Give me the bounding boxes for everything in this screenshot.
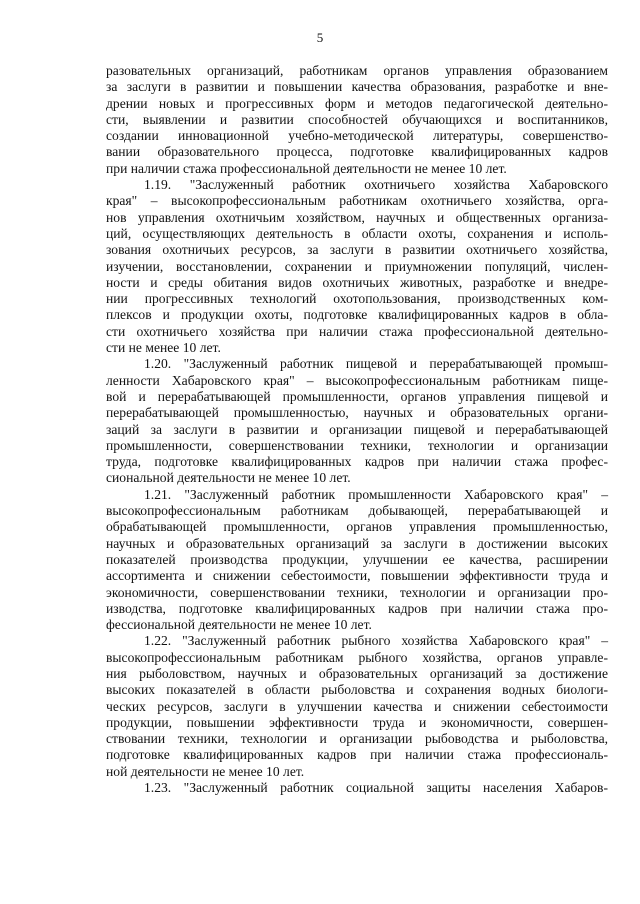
text-line: ленности Хабаровского края" – высокопрофессиональным работникам пище-: [106, 372, 608, 388]
text-line: ния рыболовством, научных и образовательных организаций за достижение: [106, 665, 608, 681]
page-number: 5: [316, 30, 324, 45]
text-line: края" – высокопрофессиональным работникам охотничьего хозяйства, орга-: [106, 193, 608, 209]
text-line: сти, выявлении и развитии способностей обучающихся и воспитанников,: [106, 111, 608, 127]
paragraph-last-line: сиональной деятельности не менее 10 лет.: [106, 470, 351, 486]
text-line: показателей производства продукции, улучшении ее качества, расширении: [106, 551, 608, 567]
text-line: за заслуги в развитии и повышении качества образования, разработке и вне-: [106, 79, 608, 95]
text-line: вой и перерабатывающей промышленности, органов управления пищевой и: [106, 388, 608, 404]
text-line: ций, осуществляющих деятельность в области охоты, сохранения и исполь-: [106, 225, 608, 241]
paragraph-first-line: 1.22. "Заслуженный работник рыбного хозяйства Хабаровского края" –: [144, 633, 608, 649]
text-line: нов управления охотничьим хозяйством, научных и общественных организа-: [106, 209, 608, 225]
paragraph-first-line: 1.20. "Заслуженный работник пищевой и перерабатывающей промыш-: [144, 356, 608, 372]
text-line: сти охотничьего хозяйства при наличии стажа профессиональной деятельно-: [106, 323, 608, 339]
paragraph-last-line: ной деятельности не менее 10 лет.: [106, 763, 305, 779]
text-line: высокопрофессиональным работникам рыбного хозяйства, органов управле-: [106, 649, 608, 665]
text-line: заций за заслуги в развитии и организации пищевой и перерабатывающей: [106, 421, 608, 437]
text-line: высоких показателей в области рыболовства и сохранения водных биологи-: [106, 682, 608, 698]
text-line: ствовании техники, технологии и организации рыбоводства и рыболовства,: [106, 731, 608, 747]
text-line: перерабатывающей промышленностью, научных и образовательных органи-: [106, 405, 608, 421]
text-line: высокопрофессиональным работникам добывающей, перерабатывающей и: [106, 503, 608, 519]
paragraph-first-line: 1.19. "Заслуженный работник охотничьего хозяйства Хабаровского: [144, 177, 608, 193]
text-line: изучении, восстановлении, сохранении и приумножении популяций, числен-: [106, 258, 608, 274]
text-line: ассортимента и снижении себестоимости, повышении эффективности труда и: [106, 568, 608, 584]
paragraph-last-line: при наличии стажа профессиональной деятельности не менее 10 лет.: [106, 160, 507, 176]
text-line: изводства, подготовке квалифицированных кадров при наличии стажа про-: [106, 600, 608, 616]
text-line: промышленности, совершенствовании техники, технологии и организации: [106, 437, 608, 453]
text-line: труда, подготовке квалифицированных кадров при наличии стажа профес-: [106, 454, 608, 470]
text-line: продукции, повышении эффективности труда и экономичности, совершен-: [106, 714, 608, 730]
paragraph-first-line: 1.23. "Заслуженный работник социальной защиты населения Хабаров-: [144, 780, 608, 796]
text-line: дрении новых и прогрессивных форм и методов педагогической деятельно-: [106, 95, 608, 111]
text-line: создании инновационной учебно-методической литературы, совершенство-: [106, 128, 608, 144]
text-line: ческих ресурсов, заслуги в улучшении качества и снижении себестоимости: [106, 698, 608, 714]
paragraph-last-line: сти не менее 10 лет.: [106, 340, 221, 356]
text-line: зования охотничьих ресурсов, за заслуги в развитии охотничьего хозяйства,: [106, 242, 608, 258]
text-line: обрабатывающей промышленности, органов управления промышленностью,: [106, 519, 608, 535]
text-line: ности и среды обитания видов охотничьих животных, разработке и внедре-: [106, 274, 608, 290]
text-line: экономичности, совершенствовании техники, технологии и организации про-: [106, 584, 608, 600]
text-line: плексов и продукции охоты, подготовке квалифицированных кадров в обла-: [106, 307, 608, 323]
text-line: нии прогрессивных технологий охотопользования, производственных ком-: [106, 291, 608, 307]
paragraph-last-line: фессиональной деятельности не менее 10 лет.: [106, 617, 372, 633]
paragraph-first-line: 1.21. "Заслуженный работник промышленности Хабаровского края" –: [144, 486, 608, 502]
text-line: разовательных организаций, работникам органов управления образованием: [106, 63, 608, 78]
text-line: научных и образовательных организаций за заслуги в достижении высоких: [106, 535, 608, 551]
text-line: вании образовательного процесса, подготовке квалифицированных кадров: [106, 144, 608, 160]
text-line: подготовке квалифицированных кадров при наличии стажа профессиональ-: [106, 747, 608, 763]
document-body: [106, 63, 608, 796]
